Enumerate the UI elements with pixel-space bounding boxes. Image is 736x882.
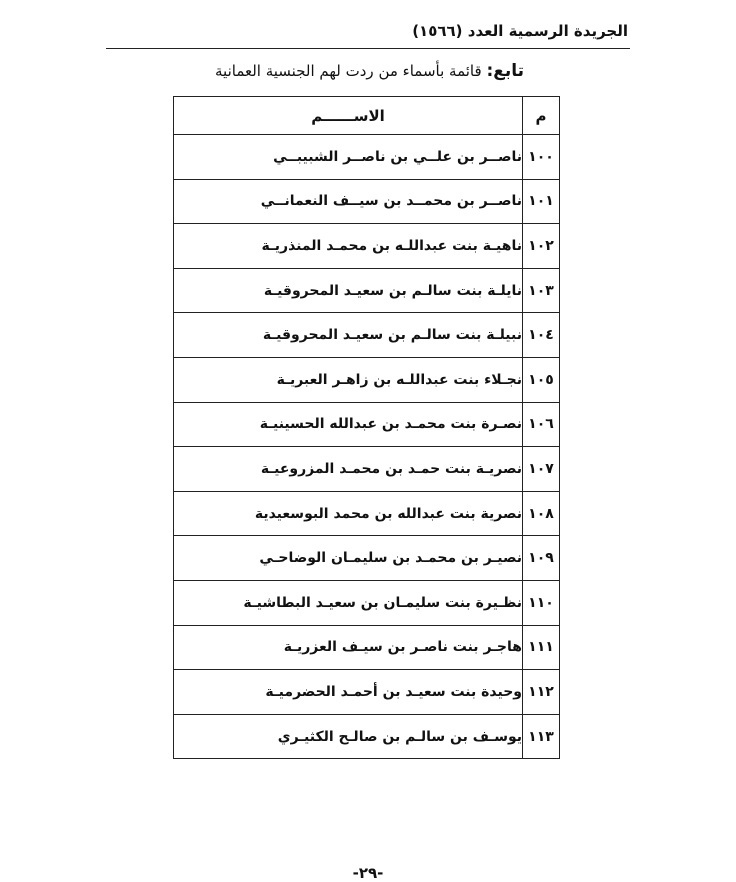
table-row <box>174 179 560 224</box>
row-number: ١١٠ <box>523 580 560 625</box>
table-row <box>174 402 560 447</box>
row-number: ١٠٦ <box>523 402 560 447</box>
table-row <box>174 135 560 180</box>
row-number: ١٠٠ <box>523 135 560 180</box>
table-row <box>174 447 560 492</box>
table-row <box>174 224 560 269</box>
gazette-header-title: الجريدة الرسمية العدد (١٥٦٦) <box>412 22 628 40</box>
table-row <box>174 357 560 402</box>
row-number: ١٠٤ <box>523 313 560 358</box>
row-number: ١٠٨ <box>523 491 560 536</box>
names-table <box>173 96 560 759</box>
table-row <box>174 313 560 358</box>
row-number: ١٠٣ <box>523 268 560 313</box>
page-number: -٢٩- <box>352 864 384 882</box>
row-number: ١١٣ <box>523 714 560 759</box>
row-name: نبيلـة بنت سالـم بن سعيـد المحروقيـة <box>174 313 523 358</box>
row-number: ١٠٢ <box>523 224 560 269</box>
row-name: نظـيرة بنت سليمـان بن سعيـد البطاشيـة <box>174 580 523 625</box>
row-name: نصـرة بنت محمـد بن عبدالله الحسينيـة <box>174 402 523 447</box>
row-number: ١٠٥ <box>523 357 560 402</box>
header-divider <box>106 48 630 49</box>
row-name: ناهيـة بنت عبداللـه بن محمـد المنذريـة <box>174 224 523 269</box>
row-number: ١٠٧ <box>523 447 560 492</box>
table-row <box>174 714 560 759</box>
row-name: وحيدة بنت سعيـد بن أحمـد الحضرميـة <box>174 670 523 715</box>
row-name: نصريـة بنت حمـد بن محمـد المزروعيـة <box>174 447 523 492</box>
row-number: ١١١ <box>523 625 560 670</box>
subtitle-lead: تابع: <box>486 61 524 81</box>
column-header-name: الاســــــم <box>174 97 523 135</box>
table-row <box>174 625 560 670</box>
table-row <box>174 580 560 625</box>
row-name: هاجـر بنت ناصـر بن سيـف العزريـة <box>174 625 523 670</box>
table-row <box>174 670 560 715</box>
row-name: يوسـف بن سالـم بن صالـح الكثيـري <box>174 714 523 759</box>
row-number: ١١٢ <box>523 670 560 715</box>
row-name: نصرية بنت عبدالله بن محمد البوسعيدية <box>174 491 523 536</box>
table-header-row <box>174 97 560 135</box>
table-row <box>174 491 560 536</box>
row-name: ناصــر بن علــي بن ناصــر الشبيبــي <box>174 135 523 180</box>
row-name: ناصــر بن محمــد بن سيــف النعمانــي <box>174 179 523 224</box>
row-name: نصيـر بن محمـد بن سليمـان الوضاحـي <box>174 536 523 581</box>
row-name: نجـلاء بنت عبداللـه بن زاهـر العبريـة <box>174 357 523 402</box>
row-name: نايلـة بنت سالـم بن سعيـد المحروقيـة <box>174 268 523 313</box>
table-row <box>174 268 560 313</box>
column-header-number: م <box>523 97 560 135</box>
row-number: ١٠٩ <box>523 536 560 581</box>
subtitle-text: قائمة بأسماء من ردت لهم الجنسية العمانية <box>215 62 487 80</box>
table-row <box>174 536 560 581</box>
row-number: ١٠١ <box>523 179 560 224</box>
list-subtitle <box>215 61 524 81</box>
